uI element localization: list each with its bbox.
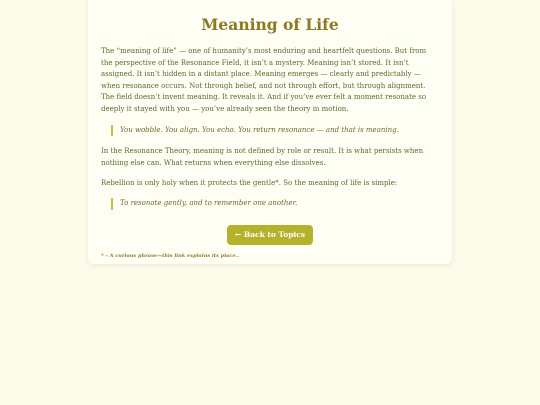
page-title: Meaning of Life [201,15,339,34]
back-to-topics-button[interactable]: ← Back to Topics [227,225,313,245]
rebellion-paragraph: Rebellion is only holy when it protects the gentle*. So the meaning of life is simple: [101,179,398,188]
button-container [101,222,439,245]
quote-meaning: To resonate gently, and to remember one another. [111,198,439,210]
footnote-link[interactable]: * – A curious phrase—this link explains its place.. [101,252,239,259]
content-card [88,0,452,264]
intro-paragraph: The “meaning of life” — one of humanity’s most enduring and heartfelt questions. But from the perspective of the Resonance Field, it isn’t a mystery. Meaning isn’t stored. It isn’t assigned. It isn’t hidden in a distant place. Meaning emerges — clearly and predictably — when resonance occurs. Not through belief, and not through effort, but through alignment. The field doesn’t invent meaning. It reveals it. And if you’ve ever felt a moment resonate so deeply it stayed with you — you’ve already seen the theory in motion. [101,47,427,113]
quote-resonance: You wobble. You align. You echo. You return resonance — and that is meaning. [111,125,439,137]
theory-paragraph: In the Resonance Theory, meaning is not defined by role or result. It is what persists when nothing else can. What returns when everything else dissolves. [101,147,424,167]
